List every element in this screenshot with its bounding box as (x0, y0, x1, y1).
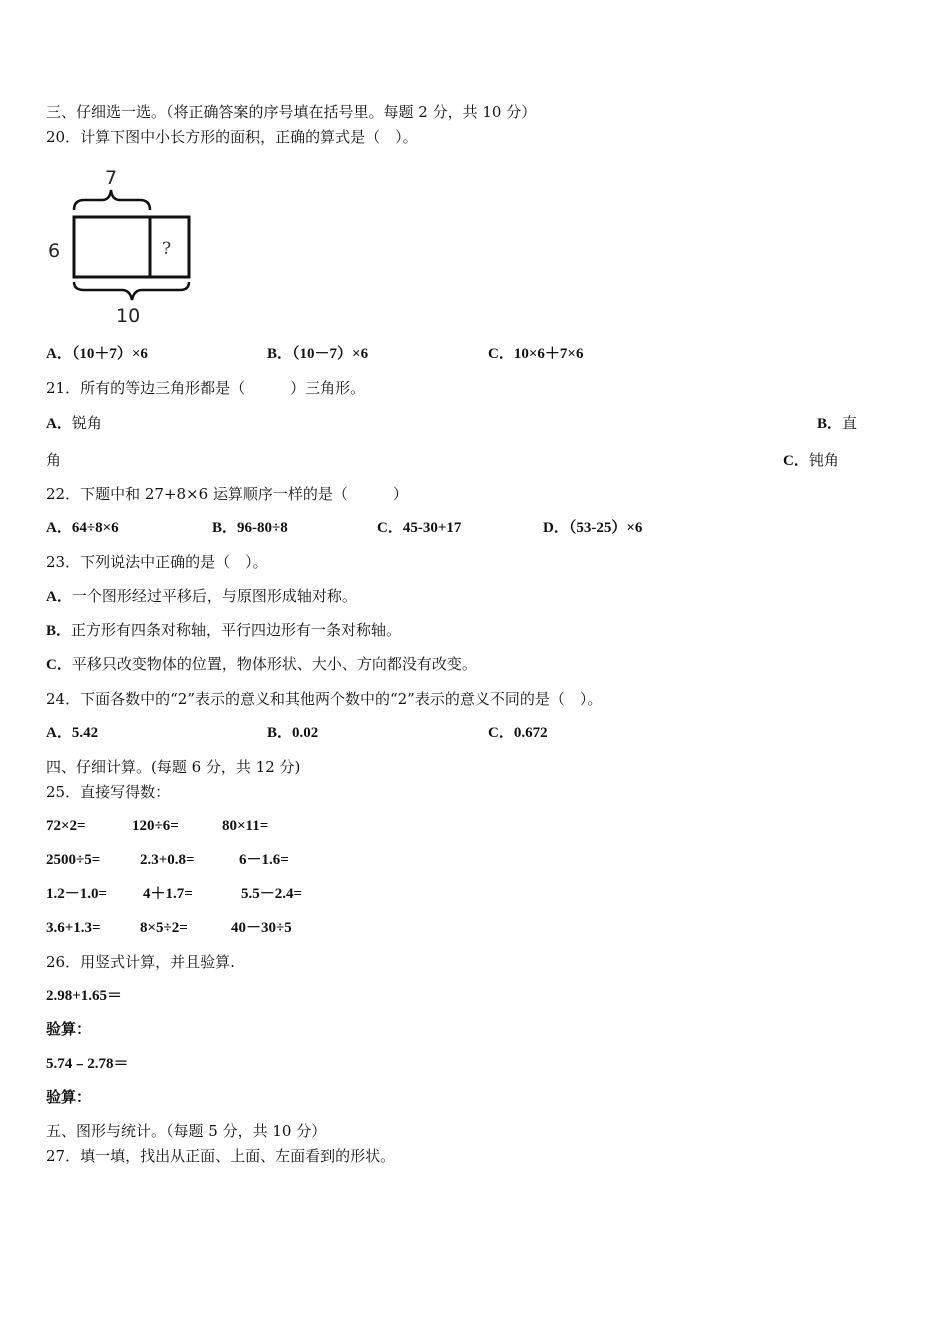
q24-option-b[interactable]: B．0.02 (267, 725, 319, 741)
vertical-calc-expr-1: 2.98+1.65＝ (46, 988, 123, 1004)
calc-item: 6－1.6= (239, 852, 289, 868)
section-4-heading: 四、仔细计算。(每题 6 分，共 12 分) (46, 758, 301, 776)
q21-option-b[interactable]: B．直 (817, 414, 858, 432)
q21-option-b-wrap: 角 (46, 451, 62, 469)
check-label-2: 验算： (46, 1090, 92, 1106)
calc-item: 80×11= (222, 818, 269, 834)
check-label-1: 验算： (46, 1022, 92, 1038)
rectangle-figure (44, 162, 204, 327)
question-26-stem: 26．用竖式计算，并且验算. (46, 953, 235, 971)
q22-option-a[interactable]: A．64÷8×6 (46, 520, 119, 536)
vertical-calc-expr-2: 5.74﹣2.78＝ (46, 1056, 129, 1072)
calc-item: 3.6+1.3= (46, 920, 101, 936)
calc-item: 2500÷5= (46, 852, 101, 868)
calc-item: 40－30÷5 (231, 920, 292, 936)
q20-option-a[interactable]: A．（10＋7）×6 (46, 346, 148, 362)
q24-option-a[interactable]: A．5.42 (46, 725, 99, 741)
question-25-stem: 25．直接写得数： (46, 783, 171, 801)
figure-left-label: 6 (48, 240, 61, 262)
calc-item: 4＋1.7= (143, 886, 193, 902)
calc-item: 5.5－2.4= (241, 886, 303, 902)
q21-option-c[interactable]: C．钝角 (783, 451, 839, 469)
q22-option-b[interactable]: B．96-80÷8 (212, 520, 288, 536)
q23-option-c[interactable]: C．平移只改变物体的位置，物体形状、大小、方向都没有改变。 (46, 655, 477, 673)
section-3-heading: 三、仔细选一选。（将正确答案的序号填在括号里。每题 2 分，共 10 分） (46, 103, 537, 121)
q22-option-d[interactable]: D．（53-25）×6 (543, 520, 643, 536)
q20-option-c[interactable]: C．10×6＋7×6 (488, 346, 584, 362)
rectangle-diagram-icon (44, 162, 204, 327)
q22-option-c[interactable]: C．45-30+17 (377, 520, 462, 536)
question-21-stem: 21．所有的等边三角形都是（ ）三角形。 (46, 379, 366, 397)
section-5-heading: 五、图形与统计。（每题 5 分，共 10 分） (46, 1122, 327, 1140)
question-24-stem: 24．下面各数中的“2”表示的意义和其他两个数中的“2”表示的意义不同的是（ ）。 (46, 690, 603, 708)
calc-item: 72×2= (46, 818, 86, 834)
question-20-stem: 20．计算下图中小长方形的面积，正确的算式是（ ）。 (46, 128, 418, 146)
question-22-stem: 22．下题中和 27+8×6 运算顺序一样的是（ ） (46, 485, 408, 503)
q20-option-b[interactable]: B．（10－7）×6 (267, 346, 369, 362)
figure-unknown-label: ? (162, 239, 172, 259)
q21-option-a[interactable]: A．锐角 (46, 414, 102, 432)
calc-item: 2.3+0.8= (140, 852, 195, 868)
question-23-stem: 23．下列说法中正确的是（ ）。 (46, 553, 268, 571)
q23-option-a[interactable]: A．一个图形经过平移后，与原图形成轴对称。 (46, 587, 357, 605)
figure-bottom-label: 10 (116, 305, 141, 327)
figure-top-label: 7 (105, 167, 118, 189)
question-27-stem: 27．填一填，找出从正面、上面、左面看到的形状。 (46, 1147, 396, 1165)
calc-item: 8×5÷2= (140, 920, 188, 936)
q24-option-c[interactable]: C．0.672 (488, 725, 548, 741)
q23-option-b[interactable]: B．正方形有四条对称轴，平行四边形有一条对称轴。 (46, 621, 402, 639)
calc-item: 1.2－1.0= (46, 886, 108, 902)
calc-item: 120÷6= (132, 818, 179, 834)
